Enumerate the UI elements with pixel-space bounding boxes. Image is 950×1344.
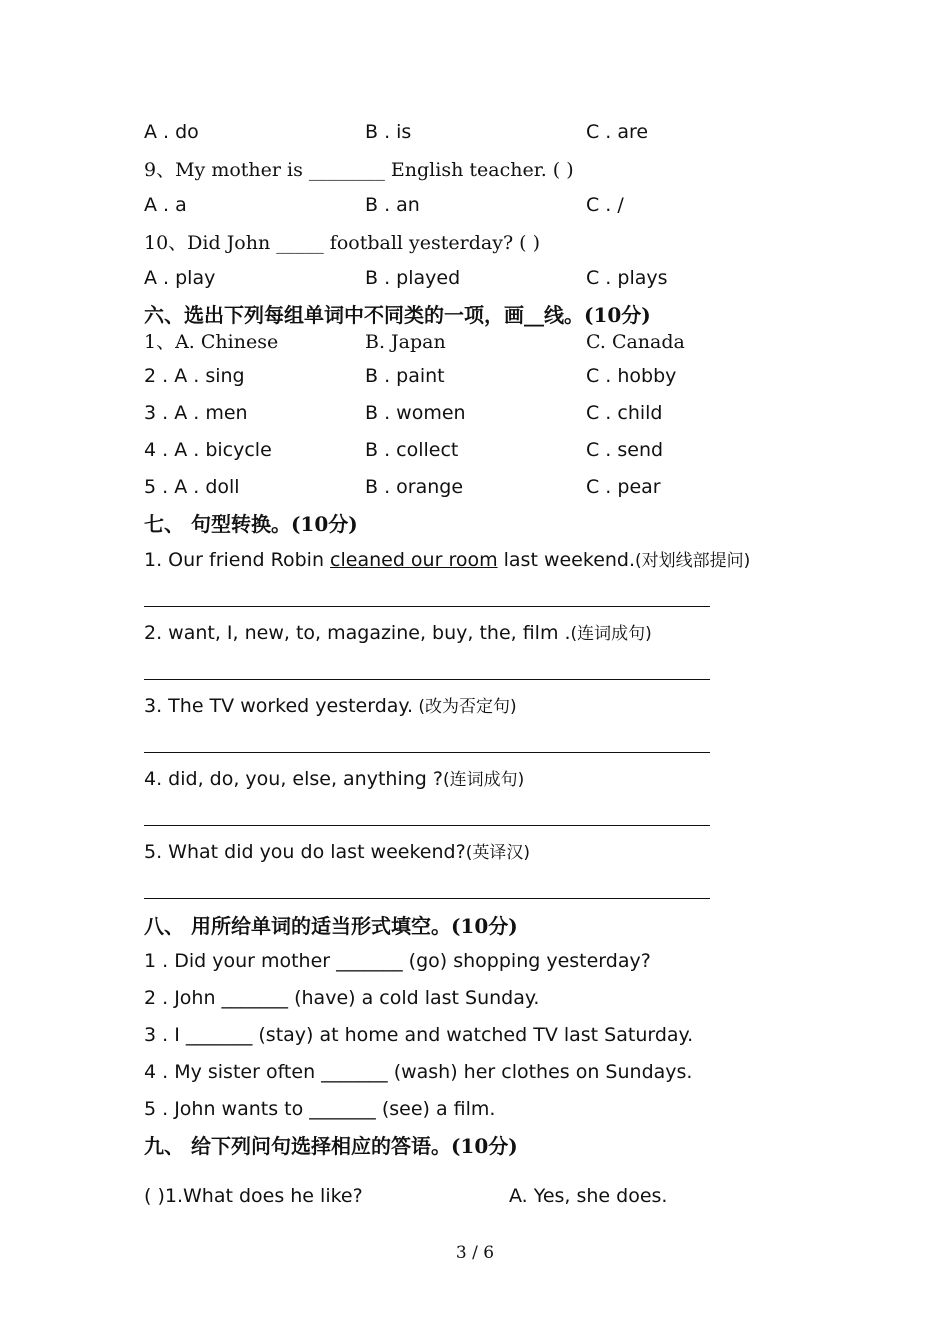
s6-item4-a: 4 . A . bicycle xyxy=(144,439,272,461)
s8-item-2: 2 . John _______ (have) a cold last Sunday. xyxy=(144,987,540,1009)
s9-answer-a: A. Yes, she does. xyxy=(509,1185,668,1207)
s6-item3-c: C . child xyxy=(586,402,663,424)
s7-q4-text: 4. did, do, you, else, anything ? xyxy=(144,768,443,790)
s7-q3 xyxy=(144,694,517,719)
q10-option-c: C . plays xyxy=(586,267,668,289)
s7-q2-text: 2. want, I, new, to, magazine, buy, the, film . xyxy=(144,622,571,644)
q8-option-c: C . are xyxy=(586,121,649,143)
s6-item1-b: B. Japan xyxy=(365,331,446,353)
s7-q1-pre: 1. Our friend Robin xyxy=(144,549,331,571)
s7-q3-text: 3. The TV worked yesterday. xyxy=(144,695,414,717)
page-number: 3 / 6 xyxy=(455,1243,495,1263)
s6-item5-a: 5 . A . doll xyxy=(144,476,240,498)
s6-item2-b: B . paint xyxy=(365,365,445,387)
s7-q1 xyxy=(144,548,750,573)
s7-q5-note: (英译汉) xyxy=(465,843,530,863)
section6-heading: 六、选出下列每组单词中不同类的一项，画__线。(10分) xyxy=(144,303,651,327)
s7-q1-underlined: cleaned our room xyxy=(330,549,498,571)
s8-item-4: 4 . My sister often _______ (wash) her clothes on Sundays. xyxy=(144,1061,693,1083)
s6-item5-c: C . pear xyxy=(586,476,661,498)
answer-line-1 xyxy=(144,606,710,607)
s6-item4-c: C . send xyxy=(586,439,664,461)
s7-q4-note: (连词成句) xyxy=(442,770,525,790)
q9-stem: 9、My mother is ________ English teacher. ( ) xyxy=(144,159,574,181)
answer-line-3 xyxy=(144,752,710,753)
section7-heading: 七、 句型转换。(10分) xyxy=(144,512,358,536)
s7-q1-note: (对划线部提问) xyxy=(635,551,751,571)
s6-item2-c: C . hobby xyxy=(586,365,677,387)
q8-option-b: B . is xyxy=(365,121,412,143)
q9-option-b: B . an xyxy=(365,194,420,216)
s7-q5 xyxy=(144,840,530,865)
s7-q5-text: 5. What did you do last weekend? xyxy=(144,841,466,863)
section8-heading: 八、 用所给单词的适当形式填空。(10分) xyxy=(144,914,518,938)
q10-option-b: B . played xyxy=(365,267,461,289)
s6-item3-a: 3 . A . men xyxy=(144,402,248,424)
answer-line-4 xyxy=(144,825,710,826)
s7-q1-post: last weekend. xyxy=(497,549,636,571)
q10-option-a: A . play xyxy=(144,267,216,289)
q9-option-c: C . / xyxy=(586,194,624,216)
answer-line-5 xyxy=(144,898,710,899)
answer-line-2 xyxy=(144,679,710,680)
s6-item1-c: C. Canada xyxy=(586,331,685,353)
q8-option-a: A . do xyxy=(144,121,199,143)
s6-item2-a: 2 . A . sing xyxy=(144,365,245,387)
s9-q1: ( )1.What does he like? xyxy=(144,1185,363,1207)
q10-stem: 10、Did John _____ football yesterday? ( ) xyxy=(144,232,541,254)
s6-item4-b: B . collect xyxy=(365,439,459,461)
s7-q2 xyxy=(144,621,652,646)
s6-item3-b: B . women xyxy=(365,402,466,424)
s6-item1-a: 1、A. Chinese xyxy=(144,331,279,353)
q9-option-a: A . a xyxy=(144,194,187,216)
s7-q4 xyxy=(144,767,524,792)
s7-q2-note: (连词成句) xyxy=(570,624,652,644)
s8-item-3: 3 . I _______ (stay) at home and watched TV last Saturday. xyxy=(144,1024,694,1046)
s6-item5-b: B . orange xyxy=(365,476,464,498)
s8-item-5: 5 . John wants to _______ (see) a film. xyxy=(144,1098,496,1120)
s7-q3-note: (改为否定句) xyxy=(413,697,517,717)
s8-item-1: 1 . Did your mother _______ (go) shopping yesterday? xyxy=(144,950,651,972)
section9-heading: 九、 给下列问句选择相应的答语。(10分) xyxy=(144,1134,518,1158)
